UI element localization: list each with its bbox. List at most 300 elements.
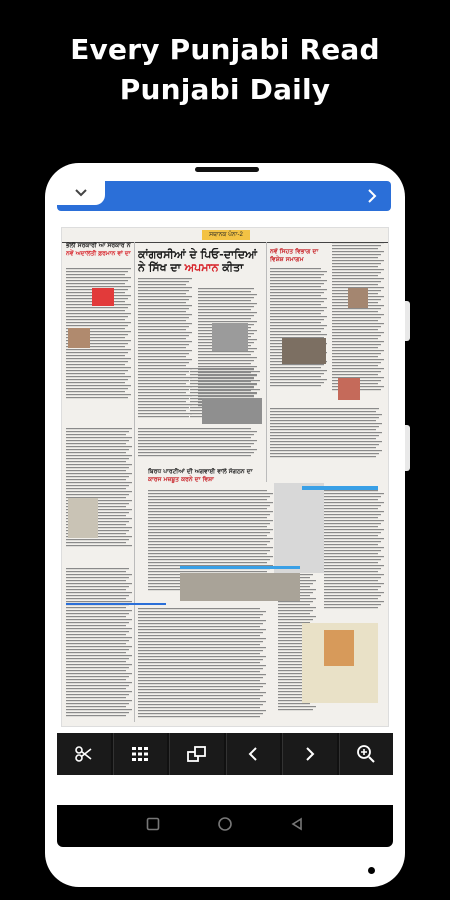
paper-text-line: [138, 449, 257, 450]
paper-text-line: [270, 438, 376, 439]
paper-text-line: [138, 278, 192, 279]
paper-text-line: [270, 385, 321, 386]
paper-text-line: [332, 347, 378, 348]
clip-button[interactable]: [57, 733, 111, 775]
paper-text-line: [138, 665, 266, 666]
paper-text-line: [270, 325, 327, 326]
paper-photo: [202, 398, 262, 424]
paper-text-line: [270, 283, 324, 284]
paper-text-line: [332, 278, 384, 279]
paper-text-line: [66, 355, 125, 356]
paper-text-line: [278, 709, 313, 710]
paper-text-line: [270, 328, 324, 329]
paper-text-line: [270, 268, 321, 269]
paper-text-line: [270, 310, 324, 311]
paper-text-line: [66, 434, 126, 435]
paper-text-line: [332, 326, 381, 327]
paper-text-line: [278, 613, 310, 614]
paper-text-line: [66, 461, 126, 462]
paper-text-line: [66, 703, 129, 704]
main-headline-part-2: ਕੀਤਾ: [218, 261, 244, 274]
paper-text-line: [138, 434, 254, 435]
paper-text-line: [138, 302, 186, 303]
paper-text-line: [66, 316, 128, 317]
paper-text-line: [198, 354, 251, 355]
paper-photo: [282, 338, 326, 364]
paper-text-line: [270, 435, 379, 436]
paper-text-line: [138, 305, 192, 306]
paper-text-line: [198, 363, 251, 364]
paper-text-line: [148, 544, 267, 545]
paper-text-line: [190, 383, 257, 384]
paper-text-line: [66, 631, 129, 632]
paper-text-line: [148, 490, 267, 491]
paper-text-line: [66, 494, 129, 495]
paper-text-line: [138, 347, 186, 348]
paper-text-line: [332, 272, 381, 273]
paper-text-line: [278, 607, 316, 608]
paper-text-line: [278, 706, 316, 707]
next-page-button[interactable]: [363, 187, 381, 205]
paper-text-line: [324, 520, 384, 521]
paper-text-line: [66, 274, 125, 275]
paper-text-line: [324, 505, 381, 506]
camera-dot: [368, 867, 375, 874]
paper-text-line: [66, 322, 131, 323]
phone-frame: [45, 163, 405, 887]
paper-text-line: [66, 440, 129, 441]
paper-text-line: [190, 380, 260, 381]
paper-text-line: [198, 309, 251, 310]
paper-text-line: [324, 511, 384, 512]
paper-text-line: [138, 716, 260, 717]
main-headline-part-1: ਨੇ ਸਿੱਖ ਦਾ: [138, 261, 185, 274]
paper-text-line: [270, 456, 376, 457]
paper-text-line: [270, 364, 324, 365]
paper-text-line: [324, 499, 378, 500]
paper-text-line: [148, 496, 270, 497]
paper-text-line: [66, 319, 125, 320]
back-triangle-icon: [290, 817, 304, 831]
paper-text-line: [138, 608, 260, 609]
paper-text-line: [190, 392, 257, 393]
paper-text-line: [138, 311, 186, 312]
promo-headline: [0, 30, 450, 110]
paper-text-line: [198, 294, 257, 295]
paper-text-line: [198, 366, 257, 367]
paper-text-line: [66, 394, 131, 395]
paper-text-line: [138, 299, 189, 300]
paper-text-line: [148, 502, 273, 503]
paper-text-line: [66, 613, 129, 614]
paper-text-line: [66, 574, 132, 575]
paper-text-line: [198, 291, 251, 292]
paper-text-line: [138, 653, 260, 654]
paper-text-line: [324, 541, 381, 542]
paper-text-line: [324, 532, 381, 533]
paper-text-line: [198, 315, 254, 316]
paper-text-line: [66, 542, 126, 543]
paper-text-line: [278, 604, 310, 605]
paper-text-line: [138, 371, 189, 372]
paper-text-line: [324, 490, 378, 491]
paper-text-line: [138, 428, 251, 429]
next-icon: [305, 747, 315, 761]
paper-text-line: [324, 571, 378, 572]
paper-text-line: [66, 358, 131, 359]
paper-text-line: [190, 389, 260, 390]
paper-text-line: [270, 286, 321, 287]
paper-text-line: [324, 574, 384, 575]
paper-text-line: [324, 547, 384, 548]
paper-text-line: [66, 586, 129, 587]
paper-text-line: [138, 668, 263, 669]
promo-line-2: Punjabi Daily: [119, 73, 331, 106]
paper-text-line: [190, 377, 254, 378]
paper-text-line: [332, 281, 381, 282]
paper-text-line: [66, 610, 132, 611]
paper-text-line: [270, 304, 321, 305]
paper-text-line: [332, 320, 378, 321]
paper-text-line: [190, 386, 254, 387]
paper-text-line: [138, 323, 192, 324]
paper-text-line: [270, 274, 324, 275]
paper-text-line: [138, 317, 189, 318]
paper-text-line: [332, 356, 378, 357]
paper-text-line: [66, 697, 126, 698]
paper-text-line: [66, 694, 129, 695]
paper-text-line: [332, 251, 384, 252]
paper-photo: [68, 498, 98, 538]
paper-text-line: [66, 706, 126, 707]
paper-text-line: [324, 586, 381, 587]
paper-text-line: [148, 532, 270, 533]
paper-text-line: [324, 526, 378, 527]
reader-toolbar: [57, 733, 393, 775]
paper-text-line: [270, 373, 324, 374]
paper-text-line: [138, 440, 257, 441]
paper-text-line: [66, 571, 126, 572]
paper-text-line: [66, 458, 129, 459]
left-headline: [66, 242, 132, 258]
home-button[interactable]: [217, 816, 233, 837]
paper-text-line: [270, 444, 379, 445]
paper-text-line: [138, 674, 266, 675]
paper-text-line: [138, 362, 189, 363]
pages-button[interactable]: [169, 733, 224, 775]
paper-text-line: [66, 476, 129, 477]
paper-text-line: [66, 325, 128, 326]
previous-icon: [248, 747, 258, 761]
paper-text-line: [66, 589, 126, 590]
paper-text-line: [148, 571, 267, 572]
paper-text-line: [198, 303, 257, 304]
volume-button: [405, 301, 410, 341]
paper-text-line: [66, 431, 129, 432]
paper-text-line: [66, 568, 129, 569]
paper-text-line: [190, 368, 254, 369]
paper-text-line: [138, 698, 260, 699]
paper-text-line: [148, 559, 270, 560]
paper-text-line: [270, 370, 327, 371]
paper-text-line: [270, 307, 327, 308]
paper-text-line: [66, 397, 128, 398]
paper-text-line: [270, 447, 376, 448]
paper-text-line: [270, 316, 327, 317]
paper-text-line: [66, 313, 131, 314]
paper-text-line: [324, 595, 381, 596]
paper-text-line: [66, 664, 132, 665]
paper-text-line: [138, 683, 266, 684]
paper-text-line: [198, 312, 257, 313]
paper-text-line: [66, 485, 129, 486]
paper-text-line: [332, 248, 378, 249]
paper-text-line: [324, 496, 381, 497]
paper-text-line: [66, 370, 128, 371]
paper-text-line: [66, 455, 132, 456]
paper-text-line: [66, 679, 126, 680]
paper-text-line: [190, 374, 257, 375]
grid-icon: [131, 746, 149, 762]
main-headline-line-2: [138, 261, 258, 274]
main-headline-line-1: ਕਾਂਗਰਸੀਆਂ ਦੇ ਪਿਓ-ਦਾਦਿਆਂ: [138, 248, 258, 261]
paper-text-line: [138, 290, 189, 291]
paper-text-line: [138, 617, 260, 618]
main-headline-highlight: ਅਪਮਾਨ: [184, 261, 219, 274]
mid-headline-line-2: ਕਾਰਜ ਮਜ਼ਬੂਤ ਕਰਨੇ ਦਾ ਵਿਸ਼ਾ: [148, 476, 214, 483]
paper-text-line: [270, 334, 327, 335]
paper-text-line: [66, 286, 131, 287]
paper-text-line: [138, 695, 263, 696]
paper-text-line: [148, 556, 273, 557]
paper-text-line: [324, 589, 378, 590]
paper-text-line: [138, 344, 189, 345]
paper-text-line: [138, 686, 263, 687]
paper-text-line: [332, 365, 378, 366]
paper-text-line: [66, 649, 129, 650]
paper-text-line: [66, 539, 129, 540]
paper-text-line: [66, 682, 132, 683]
newspaper-page[interactable]: [61, 227, 389, 727]
paper-text-line: [148, 505, 270, 506]
paper-text-line: [138, 389, 189, 390]
paper-text-line: [66, 545, 132, 546]
paper-text-line: [138, 632, 263, 633]
paper-text-line: [324, 565, 384, 566]
paper-text-line: [270, 453, 379, 454]
paper-text-line: [138, 320, 186, 321]
paper-text-line: [138, 329, 186, 330]
paper-text-line: [148, 538, 273, 539]
paper-text-line: [332, 362, 381, 363]
paper-rule: [266, 242, 267, 482]
paper-text-line: [148, 562, 267, 563]
paper-text-line: [138, 623, 263, 624]
paper-text-line: [332, 284, 378, 285]
paper-text-line: [270, 411, 376, 412]
paper-text-line: [66, 452, 126, 453]
paper-text-line: [138, 407, 189, 408]
paper-text-line: [148, 499, 267, 500]
paper-text-line: [270, 367, 321, 368]
paper-text-line: [138, 707, 260, 708]
paper-text-line: [138, 341, 192, 342]
chevron-right-icon: [367, 189, 377, 203]
paper-cartoon: [274, 483, 324, 573]
paper-text-line: [270, 277, 321, 278]
paper-text-line: [332, 371, 381, 372]
paper-text-line: [66, 473, 132, 474]
recents-button[interactable]: [146, 817, 160, 836]
paper-text-line: [270, 319, 324, 320]
paper-text-line: [66, 580, 126, 581]
previous-page-button[interactable]: [226, 733, 281, 775]
paper-text-line: [278, 601, 313, 602]
zoom-button[interactable]: [339, 733, 394, 775]
paper-text-line: [332, 245, 381, 246]
paper-text-line: [324, 601, 384, 602]
paper-text-line: [66, 446, 132, 447]
paper-text-line: [138, 314, 192, 315]
paper-text-line: [66, 373, 125, 374]
paper-text-line: [138, 431, 257, 432]
paper-photo: [68, 328, 90, 348]
paper-text-line: [324, 553, 378, 554]
paper-text-line: [270, 322, 321, 323]
paper-text-line: [66, 625, 126, 626]
paper-text-line: [138, 368, 192, 369]
paper-text-line: [324, 514, 381, 515]
paper-text-line: [66, 310, 125, 311]
paper-text-line: [66, 491, 132, 492]
paper-text-line: [138, 677, 263, 678]
paper-text-line: [332, 323, 384, 324]
paper-text-line: [138, 413, 192, 414]
paper-text-line: [138, 692, 266, 693]
paper-text-line: [138, 446, 251, 447]
paper-text-line: [138, 614, 263, 615]
paper-text-line: [66, 437, 132, 438]
page-grid-button[interactable]: [113, 733, 168, 775]
paper-text-line: [324, 577, 381, 578]
main-headline: [138, 248, 258, 274]
back-button[interactable]: [290, 817, 304, 836]
paper-text-line: [324, 544, 378, 545]
paper-text-line: [270, 295, 321, 296]
chevron-down-icon: [74, 188, 88, 198]
paper-text-line: [66, 658, 129, 659]
paper-text-line: [138, 326, 189, 327]
paper-text-line: [66, 482, 132, 483]
paper-text-line: [66, 607, 126, 608]
paper-text-line: [198, 300, 251, 301]
section-banner: ਸਥਾਨਕ ਪੰਨਾ-2: [202, 230, 250, 240]
paper-text-line: [66, 367, 131, 368]
paper-text-line: [138, 398, 189, 399]
paper-text-line: [332, 359, 384, 360]
paper-text-line: [138, 620, 266, 621]
paper-blue-strip: [66, 603, 166, 605]
paper-text-line: [148, 553, 267, 554]
paper-text-line: [138, 647, 266, 648]
paper-text-line: [148, 529, 273, 530]
paper-text-line: [190, 371, 260, 372]
reader-top-bar: [57, 181, 391, 211]
recents-square-icon: [146, 817, 160, 831]
collapse-tab[interactable]: [57, 181, 105, 205]
paper-text-line: [148, 541, 270, 542]
paper-text-line: [148, 508, 267, 509]
next-page-toolbar-button[interactable]: [282, 733, 337, 775]
paper-text-line: [66, 661, 126, 662]
left-headline-line-2: ਨਵੇਂ ਅਦਾਲਤੀ ਫ਼ਰਮਾਨ ਵਾਂ ਦਾ: [66, 250, 131, 257]
paper-text-line: [270, 382, 324, 383]
paper-text-line: [270, 417, 379, 418]
paper-text-line: [324, 562, 378, 563]
paper-text-line: [66, 622, 129, 623]
paper-text-line: [66, 652, 126, 653]
paper-text-line: [270, 432, 382, 433]
paper-text-line: [66, 616, 126, 617]
paper-text-line: [138, 626, 260, 627]
paper-text-line: [332, 257, 378, 258]
paper-text-line: [198, 321, 257, 322]
paper-text-line: [270, 301, 324, 302]
paper-text-line: [332, 308, 381, 309]
paper-text-line: [270, 429, 376, 430]
paper-text-line: [190, 395, 254, 396]
paper-rule: [134, 242, 135, 722]
paper-text-line: [66, 685, 129, 686]
paper-text-line: [66, 628, 132, 629]
paper-text-line: [66, 388, 128, 389]
paper-text-line: [138, 650, 263, 651]
paper-text-line: [138, 353, 189, 354]
paper-text-line: [270, 292, 324, 293]
paper-text-line: [66, 479, 126, 480]
paper-text-line: [324, 556, 384, 557]
paper-text-line: [66, 715, 126, 716]
paper-text-line: [278, 616, 316, 617]
paper-text-line: [66, 349, 131, 350]
left-headline-line-1: ਭੋਲੀ ਸਰਕਾਰੀ ਆ ਸਰਕਾਰ ਨੇ: [66, 242, 131, 249]
paper-text-line: [332, 275, 378, 276]
paper-text-line: [148, 517, 267, 518]
paper-text-line: [278, 610, 313, 611]
paper-text-line: [138, 401, 186, 402]
paper-text-line: [324, 580, 378, 581]
paper-text-line: [138, 656, 266, 657]
paper-text-line: [66, 382, 125, 383]
paper-text-line: [66, 637, 132, 638]
scissors-icon: [74, 744, 94, 764]
paper-text-line: [148, 493, 273, 494]
paper-text-line: [138, 443, 254, 444]
paper-text-line: [66, 385, 131, 386]
paper-text-line: [66, 643, 126, 644]
paper-ad-photo: [324, 630, 354, 666]
paper-text-line: [324, 493, 384, 494]
paper-text-line: [198, 318, 251, 319]
paper-text-line: [270, 376, 321, 377]
paper-text-line: [198, 360, 254, 361]
paper-text-line: [148, 526, 267, 527]
paper-text-line: [138, 671, 260, 672]
paper-text-line: [148, 514, 270, 515]
paper-blue-strip: [180, 566, 300, 569]
paper-text-line: [332, 341, 384, 342]
paper-text-line: [270, 414, 382, 415]
